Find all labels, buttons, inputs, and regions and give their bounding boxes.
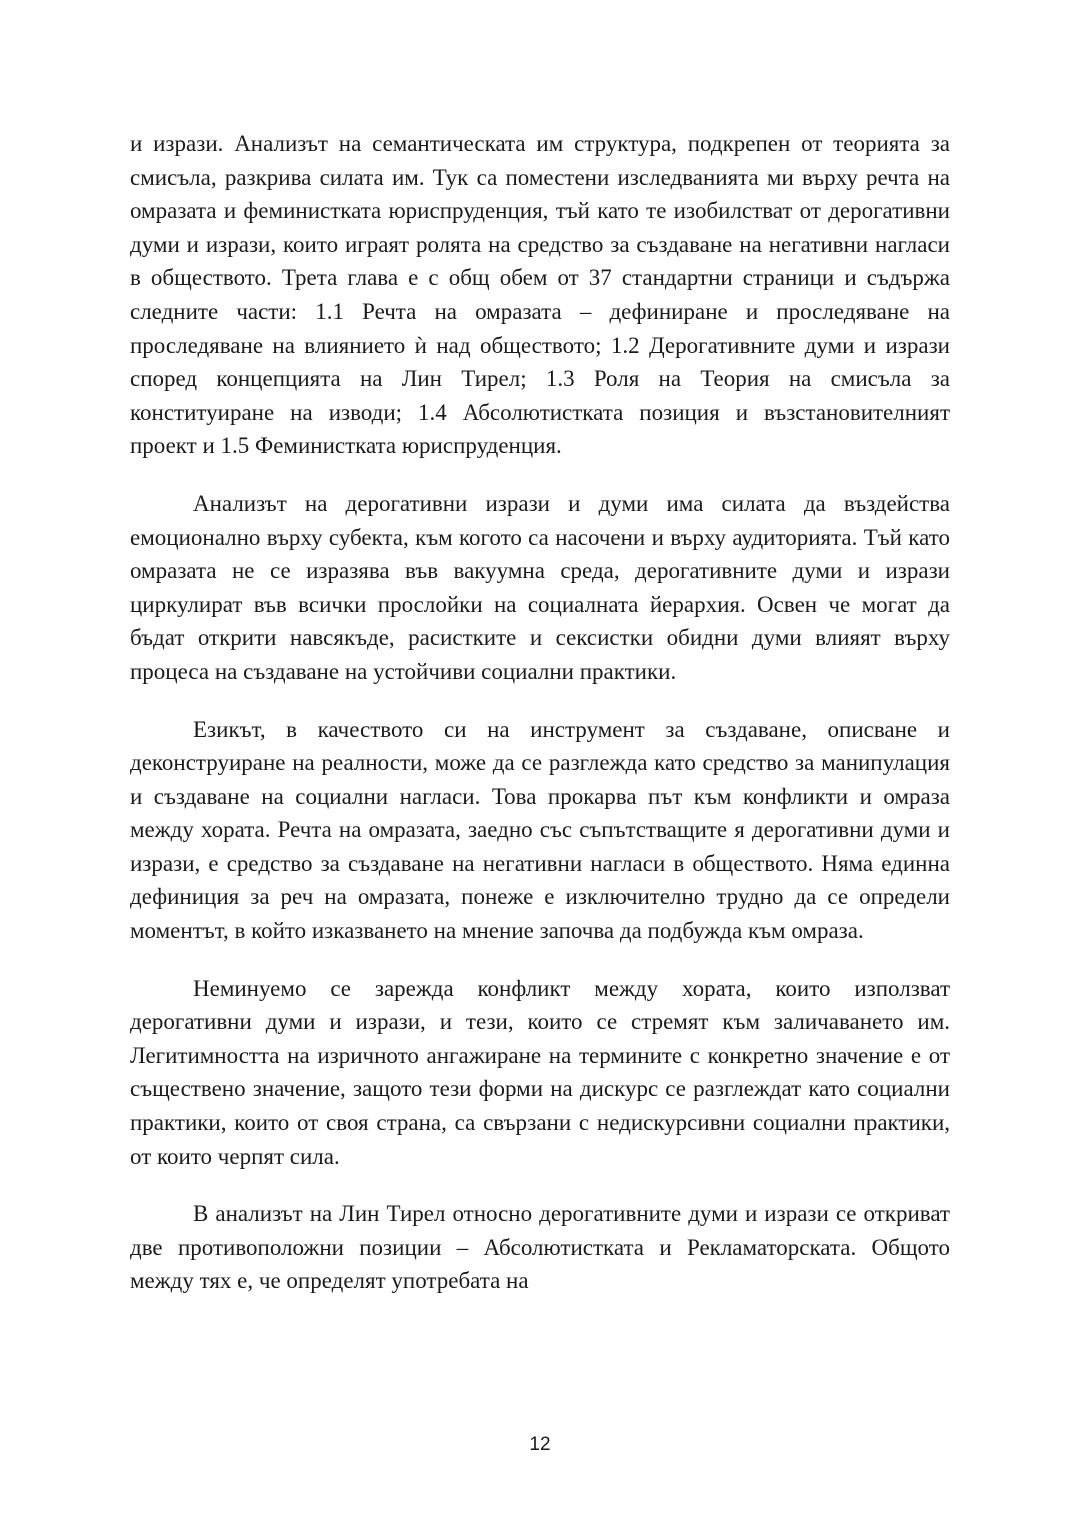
page-number: 12 — [529, 1434, 551, 1455]
body-text — [130, 127, 950, 1322]
paragraph-derogatory-analysis: Анализът на дерогативни изрази и думи има силата да въздейства емоционално върху субекта, към когото са насочени и върху аудиторията. Тъй като омразата не се изразява във вакуумна среда, дерогативните думи и изрази циркулират във всички прослойки на социалната йерархия. Освен че могат да бъдат открити навсякъде, расистките и сексистки обидни думи влияят върху процеса на създаване на устойчиви социални практики. — [130, 490, 950, 684]
paragraph-continuation: и изрази. Анализът на семантическата им структура, подкрепен от теорията за смисъла, разкрива силата им. Тук са поместени изследванията ми върху речта на омразата и феминистката юриспруденция, тъй като те изобилстват от дерогативни думи и изрази, които играят ролята на средство за създаване на негативни нагласи в обществото. Трета глава е с общ обем от 37 стандартни страници и съдържа следните части: 1.1 Речта на омразата – дефиниране и проследяване на проследяване на влиянието ѝ над обществото; 1.2 Дерогативните думи и изрази според концепцията на Лин Тирел; 1.3 Роля на Теория на смисъла за конституиране на изводи; 1.4 Абсолютистката позиция и възстановителният проект и 1.5 Феминистката юриспруденция. — [130, 131, 950, 459]
paragraph-tirrell-positions: В анализът на Лин Тирел относно дерогативните думи и изрази се откриват две противоположни позиции – Абсолютистката и Рекламаторската. Общото между тях е, че определят употребата на — [130, 1201, 950, 1294]
paragraph-language-instrument: Езикът, в качеството си на инструмент за създаване, описване и деконструиране на реалности, може да се разглежда като средство за манипулация и създаване на социални нагласи. Това прокарва път към конфликти и омраза между хората. Речта на омразата, заедно със съпътстващите я дерогативни думи и изрази, е средство за създаване на негативни нагласи в обществото. Няма единна дефиниция за реч на омразата, понеже е изключително трудно да се определи моментът, в който изказването на мнение започва да подбужда към омраза. — [130, 716, 950, 944]
paragraph-conflict: Неминуемо се зарежда конфликт между хората, които използват дерогативни думи и изрази, и тези, които се стремят към заличаването им. Легитимността на изричното ангажиране на термините с конкретно значение е от съществено значение, защото тези форми на дискурс се разглеждат като социални практики, които от своя страна, са свързани с недискурсивни социални практики, от които черпят сила. — [130, 975, 950, 1169]
